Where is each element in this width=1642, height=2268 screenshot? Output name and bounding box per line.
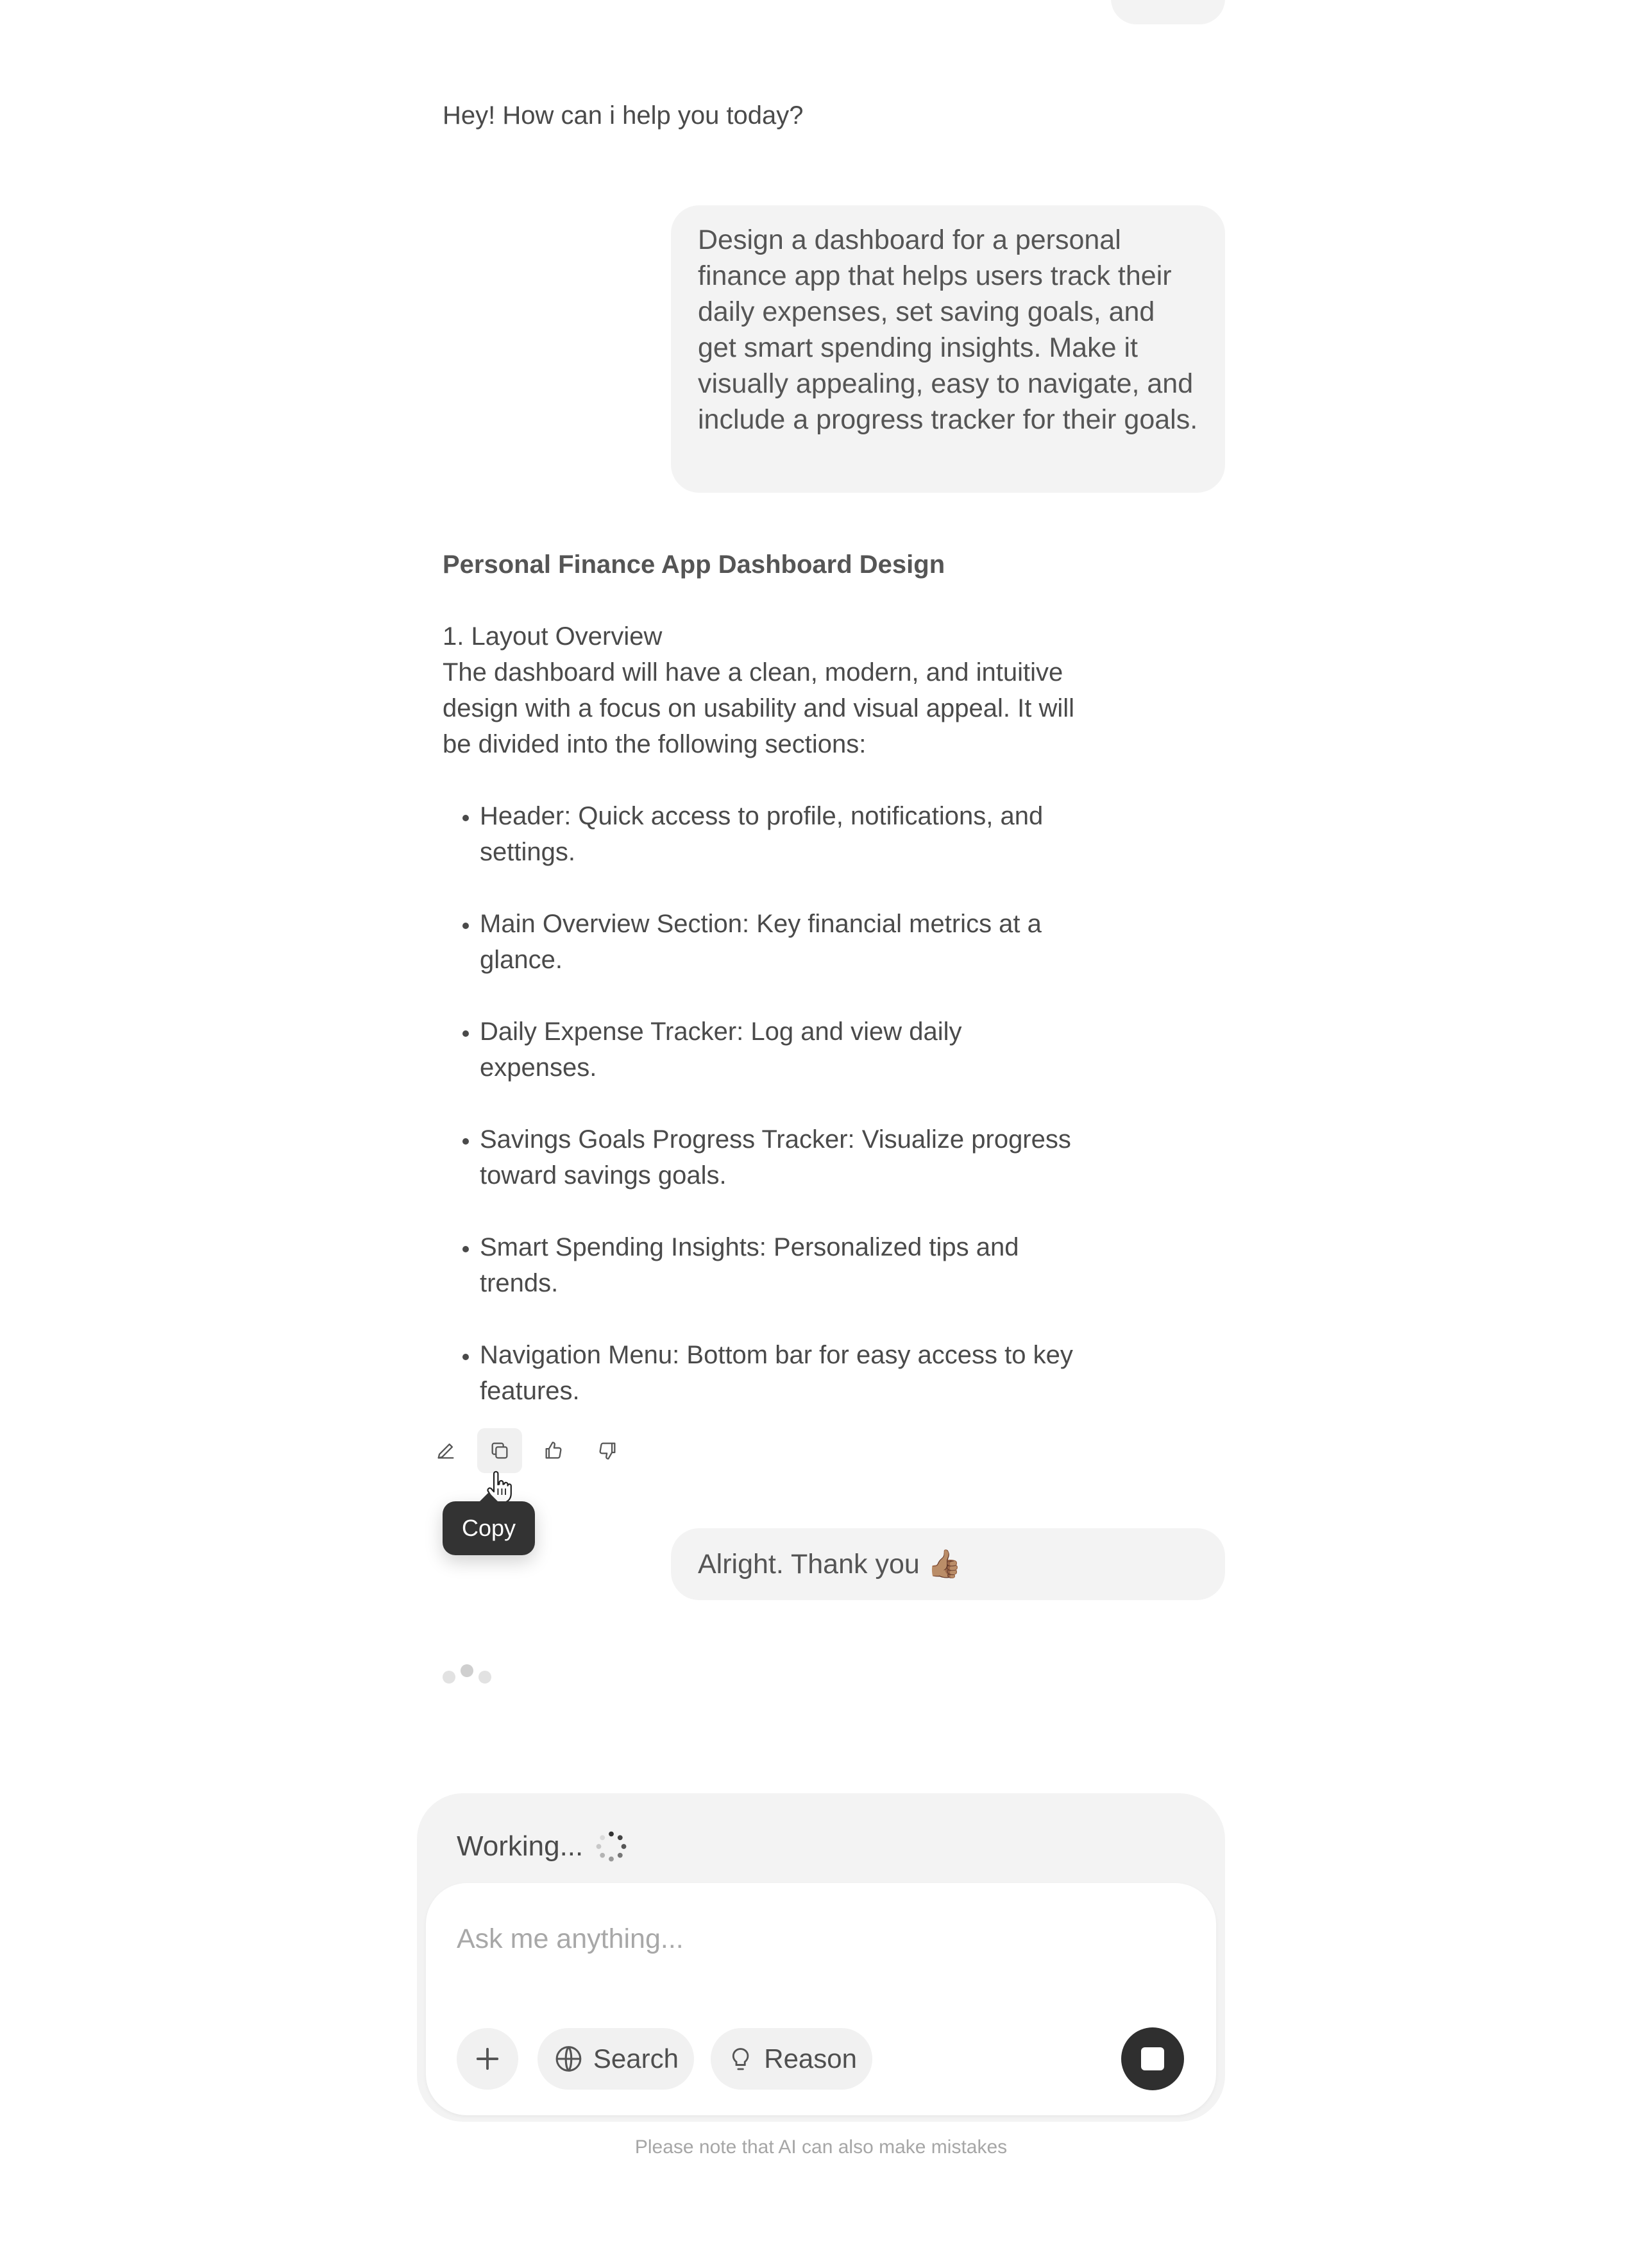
lightbulb-icon <box>726 2042 755 2076</box>
assistant-greeting: Hey! How can i help you today? <box>443 101 804 130</box>
chat-input[interactable] <box>457 1918 1162 1959</box>
typing-dot <box>443 1671 455 1684</box>
stop-generation-button[interactable] <box>1121 2027 1184 2090</box>
disclaimer: Please note that AI can also make mistakes <box>634 2136 1008 2158</box>
plus-icon <box>471 2042 504 2076</box>
user-reply-text: Alright. Thank you 👍🏽 <box>698 1549 962 1580</box>
answer-bullet-list <box>443 798 1078 1409</box>
list-item: • Savings Goals Progress Tracker: Visualize progress toward savings goals. <box>480 1121 1078 1193</box>
search-label: Search <box>593 2043 679 2074</box>
list-item: • Smart Spending Insights: Personalized tips and trends. <box>480 1229 1078 1301</box>
answer-section-heading: 1. Layout Overview <box>443 622 663 651</box>
message-action-bar <box>423 1428 630 1473</box>
typing-indicator <box>443 1662 494 1687</box>
list-item: • Navigation Menu: Bottom bar for easy access to key features. <box>480 1337 1078 1409</box>
globe-icon <box>553 2042 584 2076</box>
typing-dot <box>478 1671 491 1684</box>
list-item: • Daily Expense Tracker: Log and view daily expenses. <box>480 1014 1078 1086</box>
typing-dot <box>461 1664 473 1677</box>
user-prompt-bubble <box>671 205 1225 493</box>
pencil-icon <box>435 1440 457 1462</box>
edit-button[interactable] <box>423 1428 468 1473</box>
thumbs-down-icon <box>597 1440 618 1462</box>
add-attachment-button[interactable] <box>457 2028 518 2090</box>
list-item: • Header: Quick access to profile, notifications, and settings. <box>480 798 1078 870</box>
search-toggle-button[interactable] <box>537 2028 694 2090</box>
answer-title: Personal Finance App Dashboard Design <box>443 550 945 579</box>
like-button[interactable] <box>531 1428 576 1473</box>
user-reply-bubble <box>671 1528 1225 1600</box>
dislike-button[interactable] <box>585 1428 630 1473</box>
copy-icon <box>489 1440 511 1462</box>
user-prompt-text: Design a dashboard for a personal finance app that helps users track their daily expenses, set saving goals, and get smart spending insights. Make it visually appealing, easy to navigate, and include a progress tracker for their goals. <box>698 225 1198 435</box>
assistant-answer <box>443 547 1078 1409</box>
list-item: • Main Overview Section: Key financial metrics at a glance. <box>480 906 1078 978</box>
copy-tooltip: Copy <box>443 1501 535 1555</box>
answer-intro: The dashboard will have a clean, modern, and intuitive design with a focus on usability and visual appeal. It will be divided into the following sections: <box>443 658 1074 758</box>
previous-user-message-bubble <box>1111 0 1225 24</box>
working-status <box>457 1826 628 1867</box>
thumbs-up-icon <box>543 1440 564 1462</box>
loading-spinner-icon <box>595 1830 628 1863</box>
reason-toggle-button[interactable] <box>711 2028 872 2090</box>
reason-label: Reason <box>764 2043 857 2074</box>
copy-button[interactable] <box>477 1428 522 1473</box>
working-status-text: Working... <box>457 1830 584 1862</box>
stop-icon <box>1141 2047 1164 2070</box>
